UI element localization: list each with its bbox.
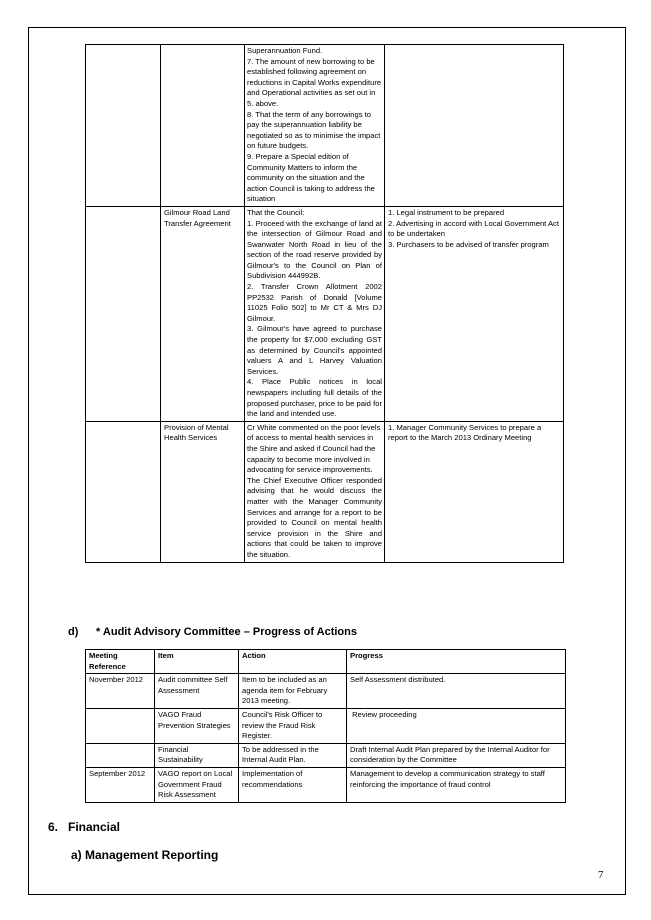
progress-cell: Management to develop a communication strategy to staff reinforcing the importance of fraud control [347, 767, 566, 802]
column-header-action: Action [239, 650, 347, 674]
section-6-heading [48, 820, 120, 834]
table-row [86, 743, 566, 767]
audit-actions-table [85, 649, 566, 803]
action-line: The Chief Executive Officer responded advising that he would discuss the matter with the Manager Community Services and arrange for a report to be provided to Council on mental health service provision in the Shire and actions that could be taken to improve the situation. [247, 475, 382, 559]
action-cell [245, 421, 385, 562]
table-row [86, 674, 566, 709]
progress-line: 1. Legal instrument to be prepared [388, 207, 505, 217]
progress-cell: Self Assessment distributed. [347, 674, 566, 709]
progress-cell: Review proceeding [347, 708, 566, 743]
action-line: 3. Gilmour's have agreed to purchase the property for $7,000 excluding GST as determined by Council's appointed valuers A and L Harvey Valuation Services. [247, 324, 382, 376]
item-label: Provision of Mental Health Services [164, 422, 229, 443]
progress-line: 1. Manager Community Services to prepare a report to the March 2013 Ordinary Meeting [388, 422, 542, 443]
section-d-label: d) [68, 626, 79, 638]
page-number: 7 [598, 869, 604, 881]
column-header-meeting-reference: Meeting Reference [86, 650, 155, 674]
table-row [86, 767, 566, 802]
table-row [86, 45, 564, 207]
section-d-title: * Audit Advisory Committee – Progress of Actions [96, 626, 357, 638]
empty-cell [86, 206, 161, 421]
progress-cell [385, 45, 564, 207]
item-cell: Financial Sustainability [155, 743, 239, 767]
meeting-reference-cell: November 2012 [86, 674, 155, 709]
subsection-a-heading [71, 848, 218, 862]
meeting-reference-cell [86, 743, 155, 767]
action-cell: Implementation of recommendations [239, 767, 347, 802]
action-cell: Item to be included as an agenda item for February 2013 meeting. [239, 674, 347, 709]
action-line: 9. Prepare a Special edition of Community Matters to inform the community on the situation and the action Council is taking to address the situation [247, 151, 375, 204]
item-cell: Audit committee Self Assessment [155, 674, 239, 709]
section-6-number: 6. [48, 820, 59, 834]
column-header-item: Item [155, 650, 239, 674]
subsection-a-title: Management Reporting [85, 848, 219, 862]
progress-cell [385, 421, 564, 562]
action-cell: Council's Risk Officer to review the Fraud Risk Register. [239, 708, 347, 743]
item-cell [161, 206, 245, 421]
action-cell [245, 45, 385, 207]
action-line: That the Council: [247, 207, 305, 217]
progress-line: 3. Purchasers to be advised of transfer program [388, 239, 549, 249]
table-row [86, 206, 564, 421]
action-line: Superannuation Fund. [247, 46, 323, 55]
empty-cell [86, 45, 161, 207]
resolutions-table-continued [85, 44, 564, 563]
item-cell [161, 45, 245, 207]
progress-cell: Draft Internal Audit Plan prepared by the Internal Auditor for consideration by the Committee [347, 743, 566, 767]
item-cell [161, 421, 245, 562]
table-row [86, 708, 566, 743]
progress-line: 2. Advertising in accord with Local Government Act to be undertaken [388, 218, 559, 239]
action-line: 4. Place Public notices in local newspapers including full details of the proposed purchaser, price to be paid for the land and intended use. [247, 377, 382, 419]
table-header-row [86, 650, 566, 674]
empty-cell [86, 421, 161, 562]
action-line: Cr White commented on the poor levels of access to mental health services in the Shire and asked if Council had the capacity to become more involved in advocating for service improvements. [247, 422, 381, 475]
progress-cell [385, 206, 564, 421]
meeting-reference-cell: September 2012 [86, 767, 155, 802]
column-header-progress: Progress [347, 650, 566, 674]
meeting-reference-cell [86, 708, 155, 743]
section-d-heading [68, 626, 357, 638]
subsection-a-label: a) [71, 848, 82, 862]
action-line: 8. That the term of any borrowings to pay the superannuation liability be negotiated so as to minimise the impact on future budgets. [247, 109, 381, 151]
section-6-title: Financial [68, 820, 121, 834]
action-line: 7. The amount of new borrowing to be established following agreement on reductions in Capital Works expenditure and Operational activities as set out in 5. above. [247, 56, 382, 108]
action-line: 1. Proceed with the exchange of land at the intersection of Gilmour Road and Swanwater North Road in lieu of the section of the road reserve provided by Gilmour's to the Council on Plan of Subdivision 444992B. [247, 218, 382, 281]
action-cell [245, 206, 385, 421]
action-cell: To be addressed in the Internal Audit Plan. [239, 743, 347, 767]
table-row [86, 421, 564, 562]
item-label: Gilmour Road Land Transfer Agreement [164, 207, 231, 228]
item-cell: VAGO Fraud Prevention Strategies [155, 708, 239, 743]
action-line: 2. Transfer Crown Allotment 2002 PP2532 Parish of Donald [Volume 11025 Folio 502] to Mr CT & Mrs DJ Gilmour. [247, 282, 382, 323]
item-cell: VAGO report on Local Government Fraud Risk Assessment [155, 767, 239, 802]
